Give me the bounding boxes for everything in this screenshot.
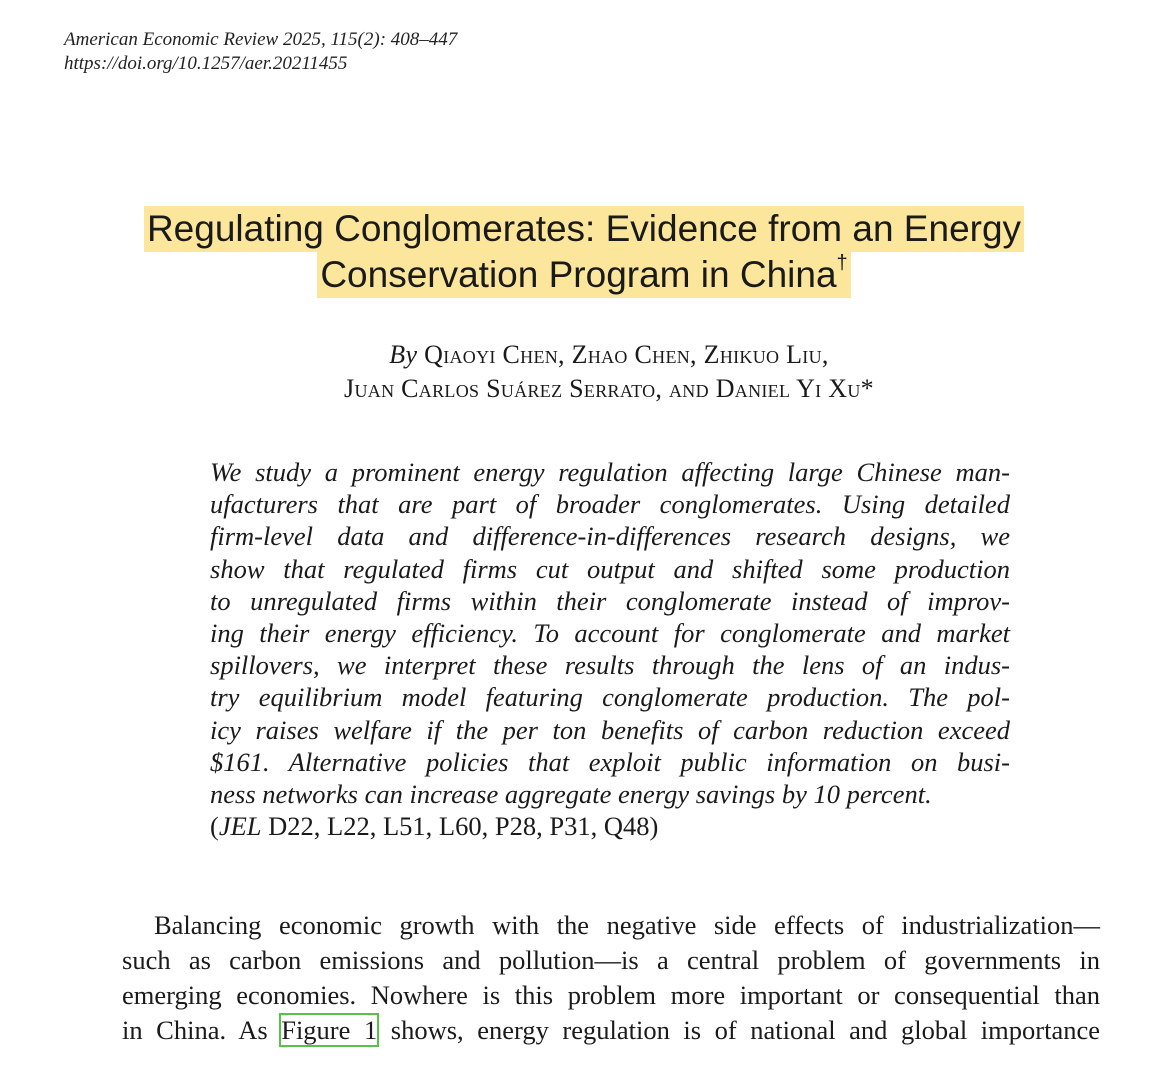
paper-title <box>0 206 1168 298</box>
abstract-line: spillovers, we interpret these results through the lens of an indus- <box>210 650 1010 681</box>
abstract-line: try equilibrium model featuring conglomerate production. The pol- <box>210 682 1010 713</box>
doi-link[interactable]: https://doi.org/10.1257/aer.20211455 <box>64 53 348 74</box>
abstract-line: ing their energy efficiency. To account for conglomerate and market <box>210 618 1010 649</box>
title-line-2: Conservation Program in China† <box>317 252 850 298</box>
jel-codes: (JEL D22, L22, L51, L60, P28, P31, Q48) <box>210 811 659 842</box>
title-line-1: Regulating Conglomerates: Evidence from an Energy <box>144 206 1024 252</box>
author-line-2: Juan Carlos Suárez Serrato, and Daniel Yi Xu* <box>344 374 874 403</box>
abstract-line: show that regulated firms cut output and shifted some production <box>210 553 1010 584</box>
body-paragraph <box>122 908 1100 1048</box>
body-line-4: in China. As Figure 1 shows, energy regulation is of national and global importance <box>122 1015 1100 1045</box>
jel-label: JEL <box>218 811 262 842</box>
by-label: By <box>389 340 418 369</box>
figure-1-link[interactable]: Figure 1 <box>281 1015 378 1045</box>
body-line-2: such as carbon emissions and pollution—is a central problem of governments in <box>122 945 1100 975</box>
abstract-line: $161. Alternative policies that exploit public information on busi- <box>210 746 1010 777</box>
abstract-line: ufacturers that are part of broader conglomerates. Using detailed <box>210 489 1010 520</box>
author-line-1: By Qiaoyi Chen, Zhao Chen, Zhikuo Liu, <box>389 340 829 369</box>
abstract-line: firm-level data and difference-in-differences research designs, we <box>210 521 1010 552</box>
journal-citation: American Economic Review 2025, 115(2): 408–447 <box>64 29 458 50</box>
author-list <box>0 338 1168 406</box>
abstract-line: icy raises welfare if the per ton benefits of carbon reduction exceed <box>210 714 1010 745</box>
abstract-line: We study a prominent energy regulation affecting large Chinese man- <box>210 457 1010 487</box>
body-line-3: emerging economies. Nowhere is this problem more important or consequential than <box>122 980 1100 1010</box>
dagger-footnote-mark[interactable]: † <box>836 252 848 274</box>
body-line-1: Balancing economic growth with the negative side effects of industrialization— <box>154 910 1100 940</box>
journal-header <box>64 28 457 76</box>
abstract <box>210 456 1010 842</box>
abstract-line: to unregulated firms within their conglomerate instead of improv- <box>210 585 1010 616</box>
abstract-line: ness networks can increase aggregate energy savings by 10 percent. <box>210 779 932 810</box>
